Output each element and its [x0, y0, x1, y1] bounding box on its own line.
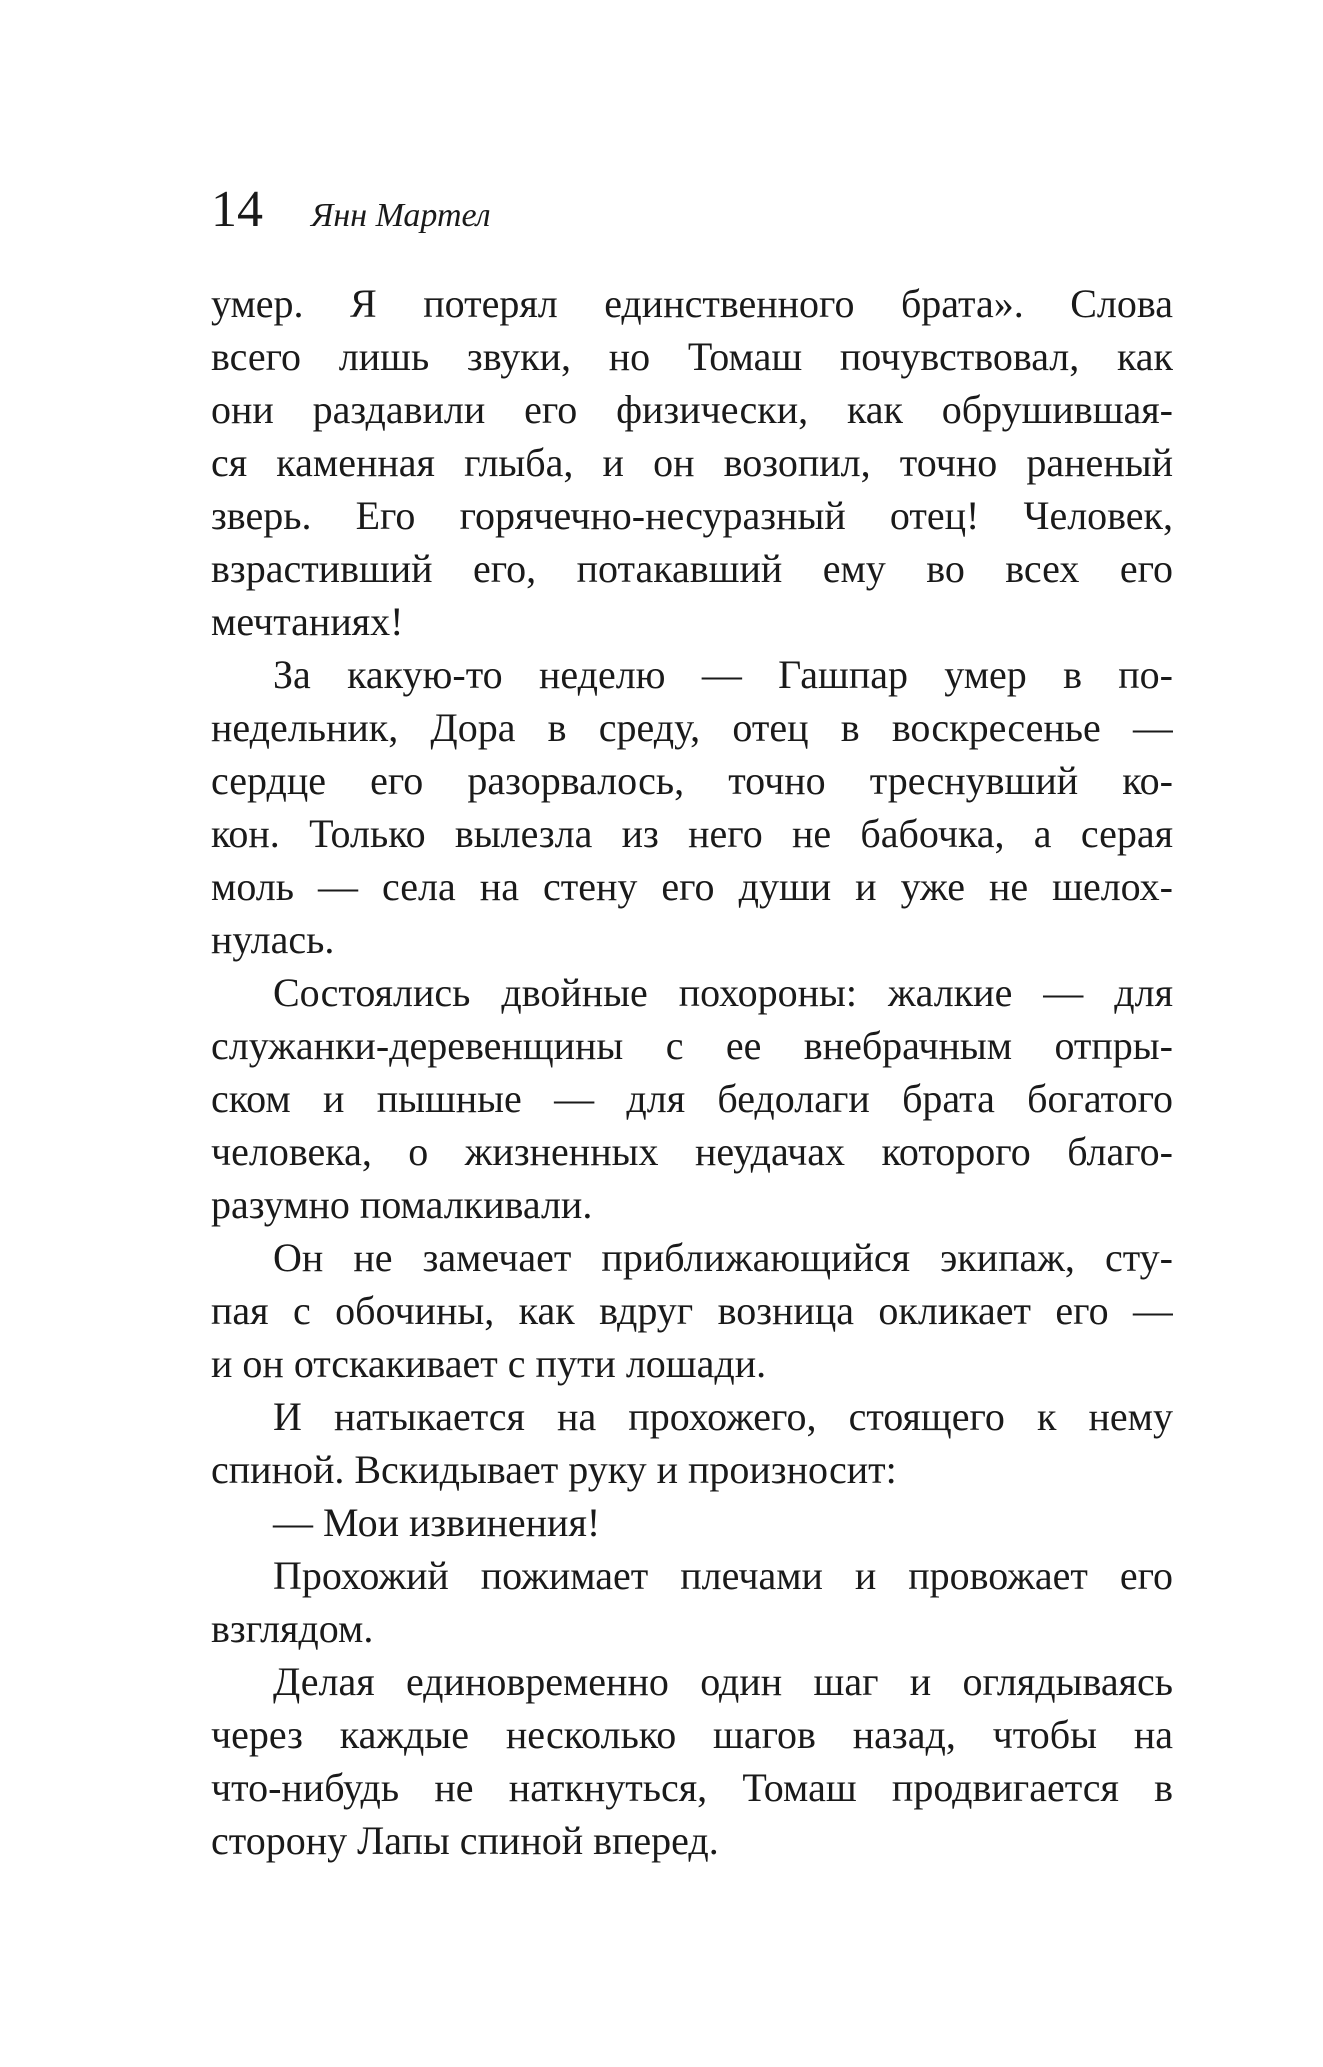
text-line: ском и пышные — для бедолаги брата богатого [211, 1076, 1173, 1121]
text-line: моль — села на стену его души и уже не шелох- [211, 864, 1173, 909]
text-line: взрастивший его, потакавший ему во всех его [211, 546, 1173, 591]
text-line: кон. Только вылезла из него не бабочка, а серая [211, 811, 1173, 856]
text-line: человека, о жизненных неудачах которого благо- [211, 1129, 1173, 1174]
text-line: сторону Лапы спиной вперед. [211, 1818, 719, 1863]
text-line: спиной. Вскидывает руку и произносит: [211, 1447, 897, 1492]
text-line: они раздавили его физически, как обрушившая- [211, 387, 1173, 432]
text-line: ся каменная глыба, и он возопил, точно раненый [211, 440, 1173, 485]
text-line: Состоялись двойные похороны: жалкие — для [273, 970, 1173, 1015]
page-number: 14 [211, 181, 263, 238]
text-line: Прохожий пожимает плечами и провожает его [273, 1553, 1173, 1598]
author-name: Янн Мартел [311, 197, 491, 234]
text-line: пая с обочины, как вдруг возница окликает его — [211, 1288, 1173, 1333]
text-line: мечтаниях! [211, 599, 404, 644]
text-line: зверь. Его горячечно-несуразный отец! Человек, [211, 493, 1173, 538]
text-line: недельник, Дора в среду, отец в воскресенье — [211, 705, 1173, 750]
body-text [211, 277, 1173, 1867]
text-line: Он не замечает приближающийся экипаж, сту- [273, 1235, 1173, 1280]
text-line: разумно помалкивали. [211, 1182, 593, 1227]
text-line: что-нибудь не наткнуться, Томаш продвигается в [211, 1765, 1173, 1810]
text-line: сердце его разорвалось, точно треснувший ко- [211, 758, 1173, 803]
text-line: нулась. [211, 917, 335, 962]
text-line: За какую-то неделю — Гашпар умер в по- [273, 652, 1173, 697]
text-line: И натыкается на прохожего, стоящего к нему [273, 1394, 1173, 1439]
text-line: умер. Я потерял единственного брата». Слова [211, 281, 1173, 326]
text-line: Делая единовременно один шаг и оглядываясь [273, 1659, 1173, 1704]
running-head [211, 180, 491, 240]
text-line: служанки-деревенщины с ее внебрачным отпры- [211, 1023, 1173, 1068]
text-line: всего лишь звуки, но Томаш почувствовал, как [211, 334, 1173, 379]
text-line: — Мои извинения! [273, 1500, 601, 1545]
text-line: через каждые несколько шагов назад, чтобы на [211, 1712, 1173, 1757]
text-line: взглядом. [211, 1606, 374, 1651]
text-line: и он отскакивает с пути лошади. [211, 1341, 767, 1386]
